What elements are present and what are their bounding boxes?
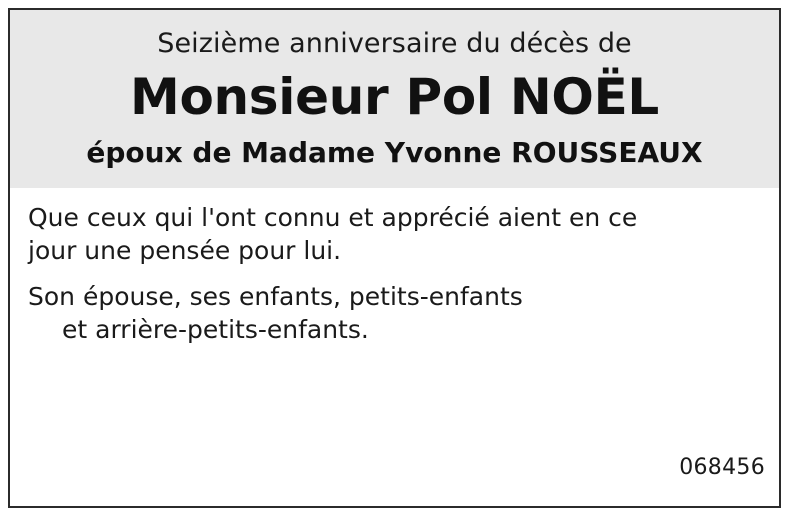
- family-signature-line-1: Son épouse, ses enfants, petits-enfants: [28, 282, 523, 312]
- reference-number: 068456: [679, 455, 765, 480]
- family-signature-line-2: et arrière-petits-enfants.: [62, 314, 369, 344]
- notice-header-band: [10, 10, 779, 188]
- memorial-message: [28, 202, 761, 267]
- notice-frame: [8, 8, 781, 508]
- memorial-message-line-1: Que ceux qui l'ont connu et apprécié aient en ce: [28, 203, 638, 233]
- spouse-line: époux de Madame Yvonne ROUSSEAUX: [86, 135, 703, 169]
- deceased-name: Monsieur Pol NOËL: [130, 68, 659, 127]
- memorial-message-line-2: jour une pensée pour lui.: [28, 235, 342, 265]
- family-signature: [28, 281, 761, 346]
- notice-body: [10, 188, 779, 346]
- anniversary-line: Seizième anniversaire du décès de: [157, 28, 632, 59]
